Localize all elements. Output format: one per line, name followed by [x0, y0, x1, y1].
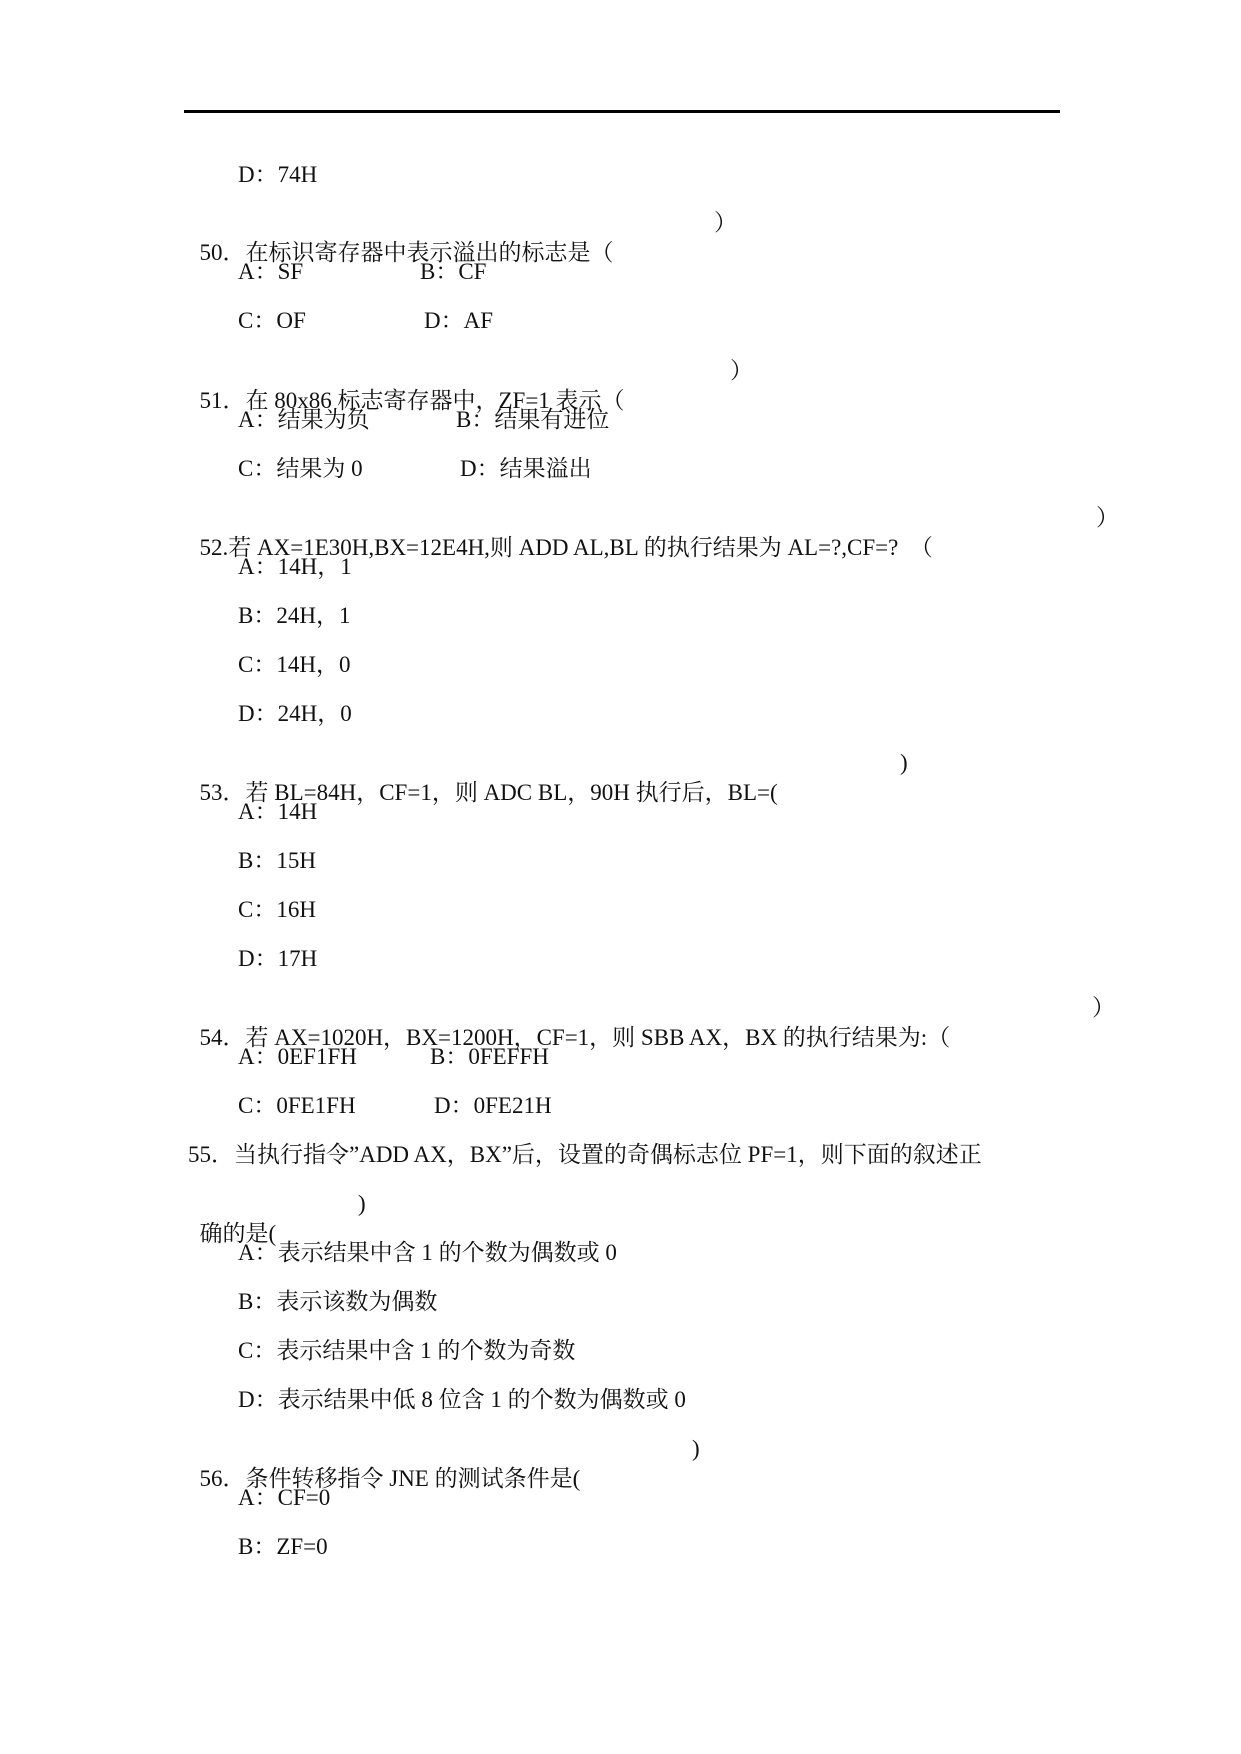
- q49-option-d: D：74H: [238, 162, 318, 187]
- question-55: 55．当执行指令”ADD AX，BX”后，设置的奇偶标志位 PF=1，则下面的叙述正: [188, 1142, 982, 1167]
- q53-option-b: B：15H: [238, 848, 316, 873]
- q54-option-b: B：0FEFFH: [430, 1044, 549, 1069]
- question-56-close: ): [692, 1436, 700, 1461]
- q54-option-c: C：0FE1FH: [238, 1093, 356, 1118]
- q55-option-a: A：表示结果中含 1 的个数为偶数或 0: [238, 1240, 617, 1265]
- question-54-close: ）: [1092, 995, 1115, 1020]
- q56-option-b: B：ZF=0: [238, 1534, 328, 1559]
- question-53-close: ): [900, 750, 908, 775]
- question-56-text: 56．条件转移指令 JNE 的测试条件是(: [199, 1466, 581, 1491]
- q55-option-c: C：表示结果中含 1 的个数为奇数: [238, 1338, 576, 1363]
- q52-option-b: B：24H，1: [238, 603, 351, 628]
- q55-option-d: D：表示结果中低 8 位含 1 的个数为偶数或 0: [238, 1387, 686, 1412]
- q50-option-b: B：CF: [420, 259, 487, 284]
- q51-option-b: B：结果有进位: [456, 407, 610, 432]
- question-54-text: 54．若 AX=1020H，BX=1200H，CF=1，则 SBB AX，BX 的执行结果为:（: [199, 1025, 951, 1050]
- q56-option-a: A：CF=0: [238, 1485, 331, 1510]
- question-50-text: 50．在标识寄存器中表示溢出的标志是（: [199, 240, 614, 265]
- q50-option-a: A：SF: [238, 259, 304, 284]
- q52-option-c: C：14H，0: [238, 652, 351, 677]
- q53-option-a: A：14H: [238, 799, 318, 824]
- question-53-text: 53．若 BL=84H，CF=1，则 ADC BL，90H 执行后，BL=(: [199, 780, 778, 805]
- question-52-close: ）: [1096, 505, 1119, 530]
- question-52-text: 52.若 AX=1E30H,BX=12E4H,则 ADD AL,BL 的执行结果为 AL=?,CF=? （: [199, 535, 933, 560]
- question-55-close: ): [358, 1191, 366, 1216]
- question-55-text-2: 确的是(: [199, 1221, 277, 1246]
- q54-option-a: A：0EF1FH: [238, 1044, 357, 1069]
- q52-option-d: D：24H，0: [238, 701, 352, 726]
- question-51-text: 51．在 80x86 标志寄存器中，ZF=1 表示（: [199, 388, 625, 413]
- question-51-close: ）: [730, 358, 753, 383]
- q51-option-c: C：结果为 0: [238, 456, 363, 481]
- q54-option-d: D：0FE21H: [434, 1093, 552, 1118]
- q52-option-a: A：14H，1: [238, 554, 352, 579]
- q53-option-c: C：16H: [238, 897, 316, 922]
- q53-option-d: D：17H: [238, 946, 318, 971]
- q51-option-d: D：结果溢出: [460, 456, 592, 481]
- q51-option-a: A：结果为负: [238, 407, 370, 432]
- q55-option-b: B：表示该数为偶数: [238, 1289, 438, 1314]
- question-50-close: ）: [714, 210, 737, 235]
- q50-option-c: C：OF: [238, 308, 306, 333]
- header-rule: [184, 110, 1060, 113]
- q50-option-d: D：AF: [424, 308, 494, 333]
